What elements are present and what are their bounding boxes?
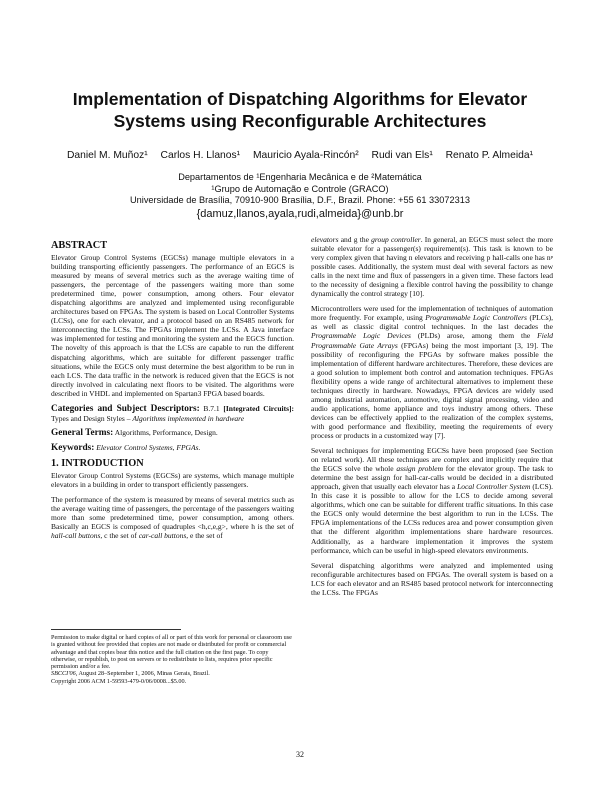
author-emails: {damuz,llanos,ayala,rudi,almeida}@unb.br xyxy=(196,207,404,220)
page-number: 32 xyxy=(296,750,304,759)
right-column xyxy=(311,235,553,603)
general-terms-text: Algorithms, Performance, Design. xyxy=(114,427,218,437)
categories-italic: Algorithms implemented in hardware xyxy=(132,413,245,423)
right-paragraph-3 xyxy=(311,446,553,555)
intro-p2-text-c: , e the set of xyxy=(186,531,223,541)
right-p2-italic-3: Field Programmable Gate Arrays xyxy=(311,331,553,350)
right-p2-text-c: (PLDs) arose, among them the xyxy=(417,331,531,341)
affiliation-block xyxy=(20,172,580,221)
left-column xyxy=(51,238,294,546)
abstract-heading: ABSTRACT xyxy=(51,240,108,251)
affiliation-line-1: Departamentos de ¹Engenharia Mecânica e de ²Matemática xyxy=(178,172,422,182)
footnote-venue: SBCCI'06 xyxy=(51,670,76,678)
right-p2-text-d: (FPGAs) being the most important [3, 19]. The possibility of reconfiguring the FPGAs by software makes possible the implementation of different hardware architectures. Therefore, these devices are a good solution to implement both control and automation techniques. FPGAs flexibility opens a wide range of architectural alternatives to implement these techniques directly in hardware. Nowadays, FPGA devices are widely used among industrial automation, automotive, digital signal processing, video and audio applications, home appliance and toys industry among others. These devices can be effectively applied to the realization of the complex systems, with good performance and flexibility, meeting the requirements of every process or products in a customized way [7]. xyxy=(311,340,554,440)
title-line-1: Implementation of Dispatching Algorithms for Elevator xyxy=(72,89,528,109)
keywords-section xyxy=(51,443,294,453)
intro-p2-text-b: , c the set of xyxy=(100,531,137,541)
footnote-copyright: Copyright 2006 ACM 1-59593-479-0/06/0008...$5.00. xyxy=(51,677,187,685)
right-p1-text-a: and g the xyxy=(340,235,369,244)
right-p1-italic-2: group controller xyxy=(371,235,421,244)
right-p2-text-a: Microcontrollers were used for the implementation of techniques of automation more frequently. For example, using xyxy=(311,304,553,323)
introduction-paragraph-1: Elevator Group Control Systems (EGCSs) are systems, which manage multiple elevators in a building in order to transport efficiently passengers. xyxy=(51,470,294,489)
author-list xyxy=(20,150,580,161)
categories-bracket: [Integrated Circuits]: xyxy=(223,403,294,413)
right-p3-text-b: for the elevator group. The task to determine the best assign for hall-car-calls would be decided in a distributed approach, given that usually each elevator has a xyxy=(311,464,554,492)
right-p1-italic-1: elevators xyxy=(311,235,339,244)
keywords-heading: Keywords: xyxy=(51,442,95,453)
copyright-footnote xyxy=(51,629,294,685)
paper-title xyxy=(20,88,580,132)
title-line-2: Systems using Reconfigurable Architectures xyxy=(113,111,487,131)
categories-heading: Categories and Subject Descriptors: xyxy=(51,403,200,414)
footnote-permission: Permission to make digital or hard copies of all or part of this work for personal or classroom use is granted without fee provided that copies are not made or distributed for profit or commercial advantage and that copies bear this notice and the full citation on the first page. To copy otherwise, or republish, to post on servers or to redistribute to lists, requires prior specific permission and/or a fee. xyxy=(51,634,292,671)
intro-p2-italic-1: hall-call buttons xyxy=(51,531,101,541)
general-terms-heading: General Terms: xyxy=(51,427,114,438)
affiliation-line-2: ¹Grupo de Automação e Controle (GRACO) xyxy=(211,183,389,194)
categories-text: Types and Design Styles – xyxy=(51,413,131,423)
author-2: Carlos H. Llanos¹ xyxy=(160,150,241,161)
right-p3-text-c: (LCS). In this case it is possible to allow for the LCS to decide among several algorithms, which one can be suitable for different traffic situations. In this case the EGCS only would determine the best algorithm to run in the LCSs. The FPGA implementations of the LCSs reduces area and power consumption given that the different algorithm implementations share hardware resources. Additionally, as a hardware implementation it improves the system performance, which can be useful in high-speed elevators environments. xyxy=(311,482,554,555)
author-5: Renato P. Almeida¹ xyxy=(445,150,534,161)
author-3: Mauricio Ayala-Rincón² xyxy=(252,150,359,161)
right-p2-italic-1: Programmable Logic Controllers xyxy=(425,313,527,323)
right-paragraph-2 xyxy=(311,304,553,440)
footnote-venue-line xyxy=(51,670,294,677)
categories-section xyxy=(51,404,294,423)
right-p2-text-b: (PLCs), as well as classic digital control techniques. In the last decades the xyxy=(311,313,554,332)
right-p1-text-b: . In general, an EGCS must select the more suitable elevator for a passenger(s) requirement(s). This task is known to be very complex given that having n elevators and receiving p hall-calls one has nᵖ possible cases. Additionally, the system must deal with several factors as new calls in the next time and flux of passengers in a given time. These factors lead to the necessity of designing a flexible control having the possibility to change dynamically the control strategy [10]. xyxy=(311,235,553,299)
right-p3-italic-1: assign problem xyxy=(396,464,443,474)
footnote-venue-rest: , August 28–September 1, 2006, Minas Gerais, Brazil. xyxy=(75,670,210,678)
intro-p2-text-a: The performance of the system is measured by means of several metrics such as the average waiting time of passengers, the percentage of the passengers waiting more than some predetermined time, power consumption, among others. Basically an EGCS is composed of quadruples <h,c,e,g>, where h is the set of xyxy=(51,495,294,532)
right-p2-italic-2: Programmable Logic Devices xyxy=(311,331,411,341)
author-4: Rudi van Els¹ xyxy=(371,150,433,161)
right-paragraph-1 xyxy=(311,235,553,298)
right-paragraph-4: Several dispatching algorithms were analyzed and implemented using reconfigurable architectures based on FPGAs. The overall system is based on a LCS for each elevator and an RS485 based protocol network for interconnecting the LCSs. The FPGAs xyxy=(311,560,553,597)
affiliation-line-3: Universidade de Brasília, 70910-900 Brasília, D.F., Brazil. Phone: +55 61 33072313 xyxy=(130,195,470,205)
general-terms-section xyxy=(51,428,294,438)
keywords-text: Elevator Control Systems, FPGAs. xyxy=(96,442,201,452)
footnote-rule xyxy=(51,629,181,630)
categories-code: B.7.1 xyxy=(203,403,220,413)
author-1: Daniel M. Muñoz¹ xyxy=(66,150,148,161)
intro-p2-italic-2: car-call buttons xyxy=(138,531,187,541)
right-p3-text-a: Several techniques for implementing EGCSs have been proposed (see Section on related work). All these techniques are complex and implicitly require that the EGCS solve the whole xyxy=(311,446,553,474)
right-p3-italic-2: Local Controller System xyxy=(457,482,531,492)
introduction-paragraph-2 xyxy=(51,495,294,540)
introduction-heading: 1. INTRODUCTION xyxy=(51,457,144,469)
abstract-text: Elevator Group Control Systems (EGCSs) manage multiple elevators in a building transporting efficiently passengers. The performance of an EGCS is measured by means of several metrics such as the average waiting time of passengers, the percentage of the passengers waiting more than some predetermined time, power consumption, among others. Four elevator dispatching algorithms are analyzed and implemented using reconfigurable architectures based on FPGAs. The system is based on Local Controller Systems (LCSs), one for each elevator, and a protocol based on an RS485 network for interconnecting the LCSs. The FPGAs implement the LCSs. A Java interface was implemented for testing and monitoring the system and the EGCS function. The novelty of this approach is that the LCSs are capable to run the different dispatching algorithms, which are suitable for different passenger traffic situations, while the EGCS only must determine the best algorithm to be run in each LCS. The data traffic in the network is reduced given that the EGCS is not directly involved in calculating next floors to be visited. The algorithms were described in VHDL and implemented on Spartan3 FPGA based boards. xyxy=(51,253,294,398)
